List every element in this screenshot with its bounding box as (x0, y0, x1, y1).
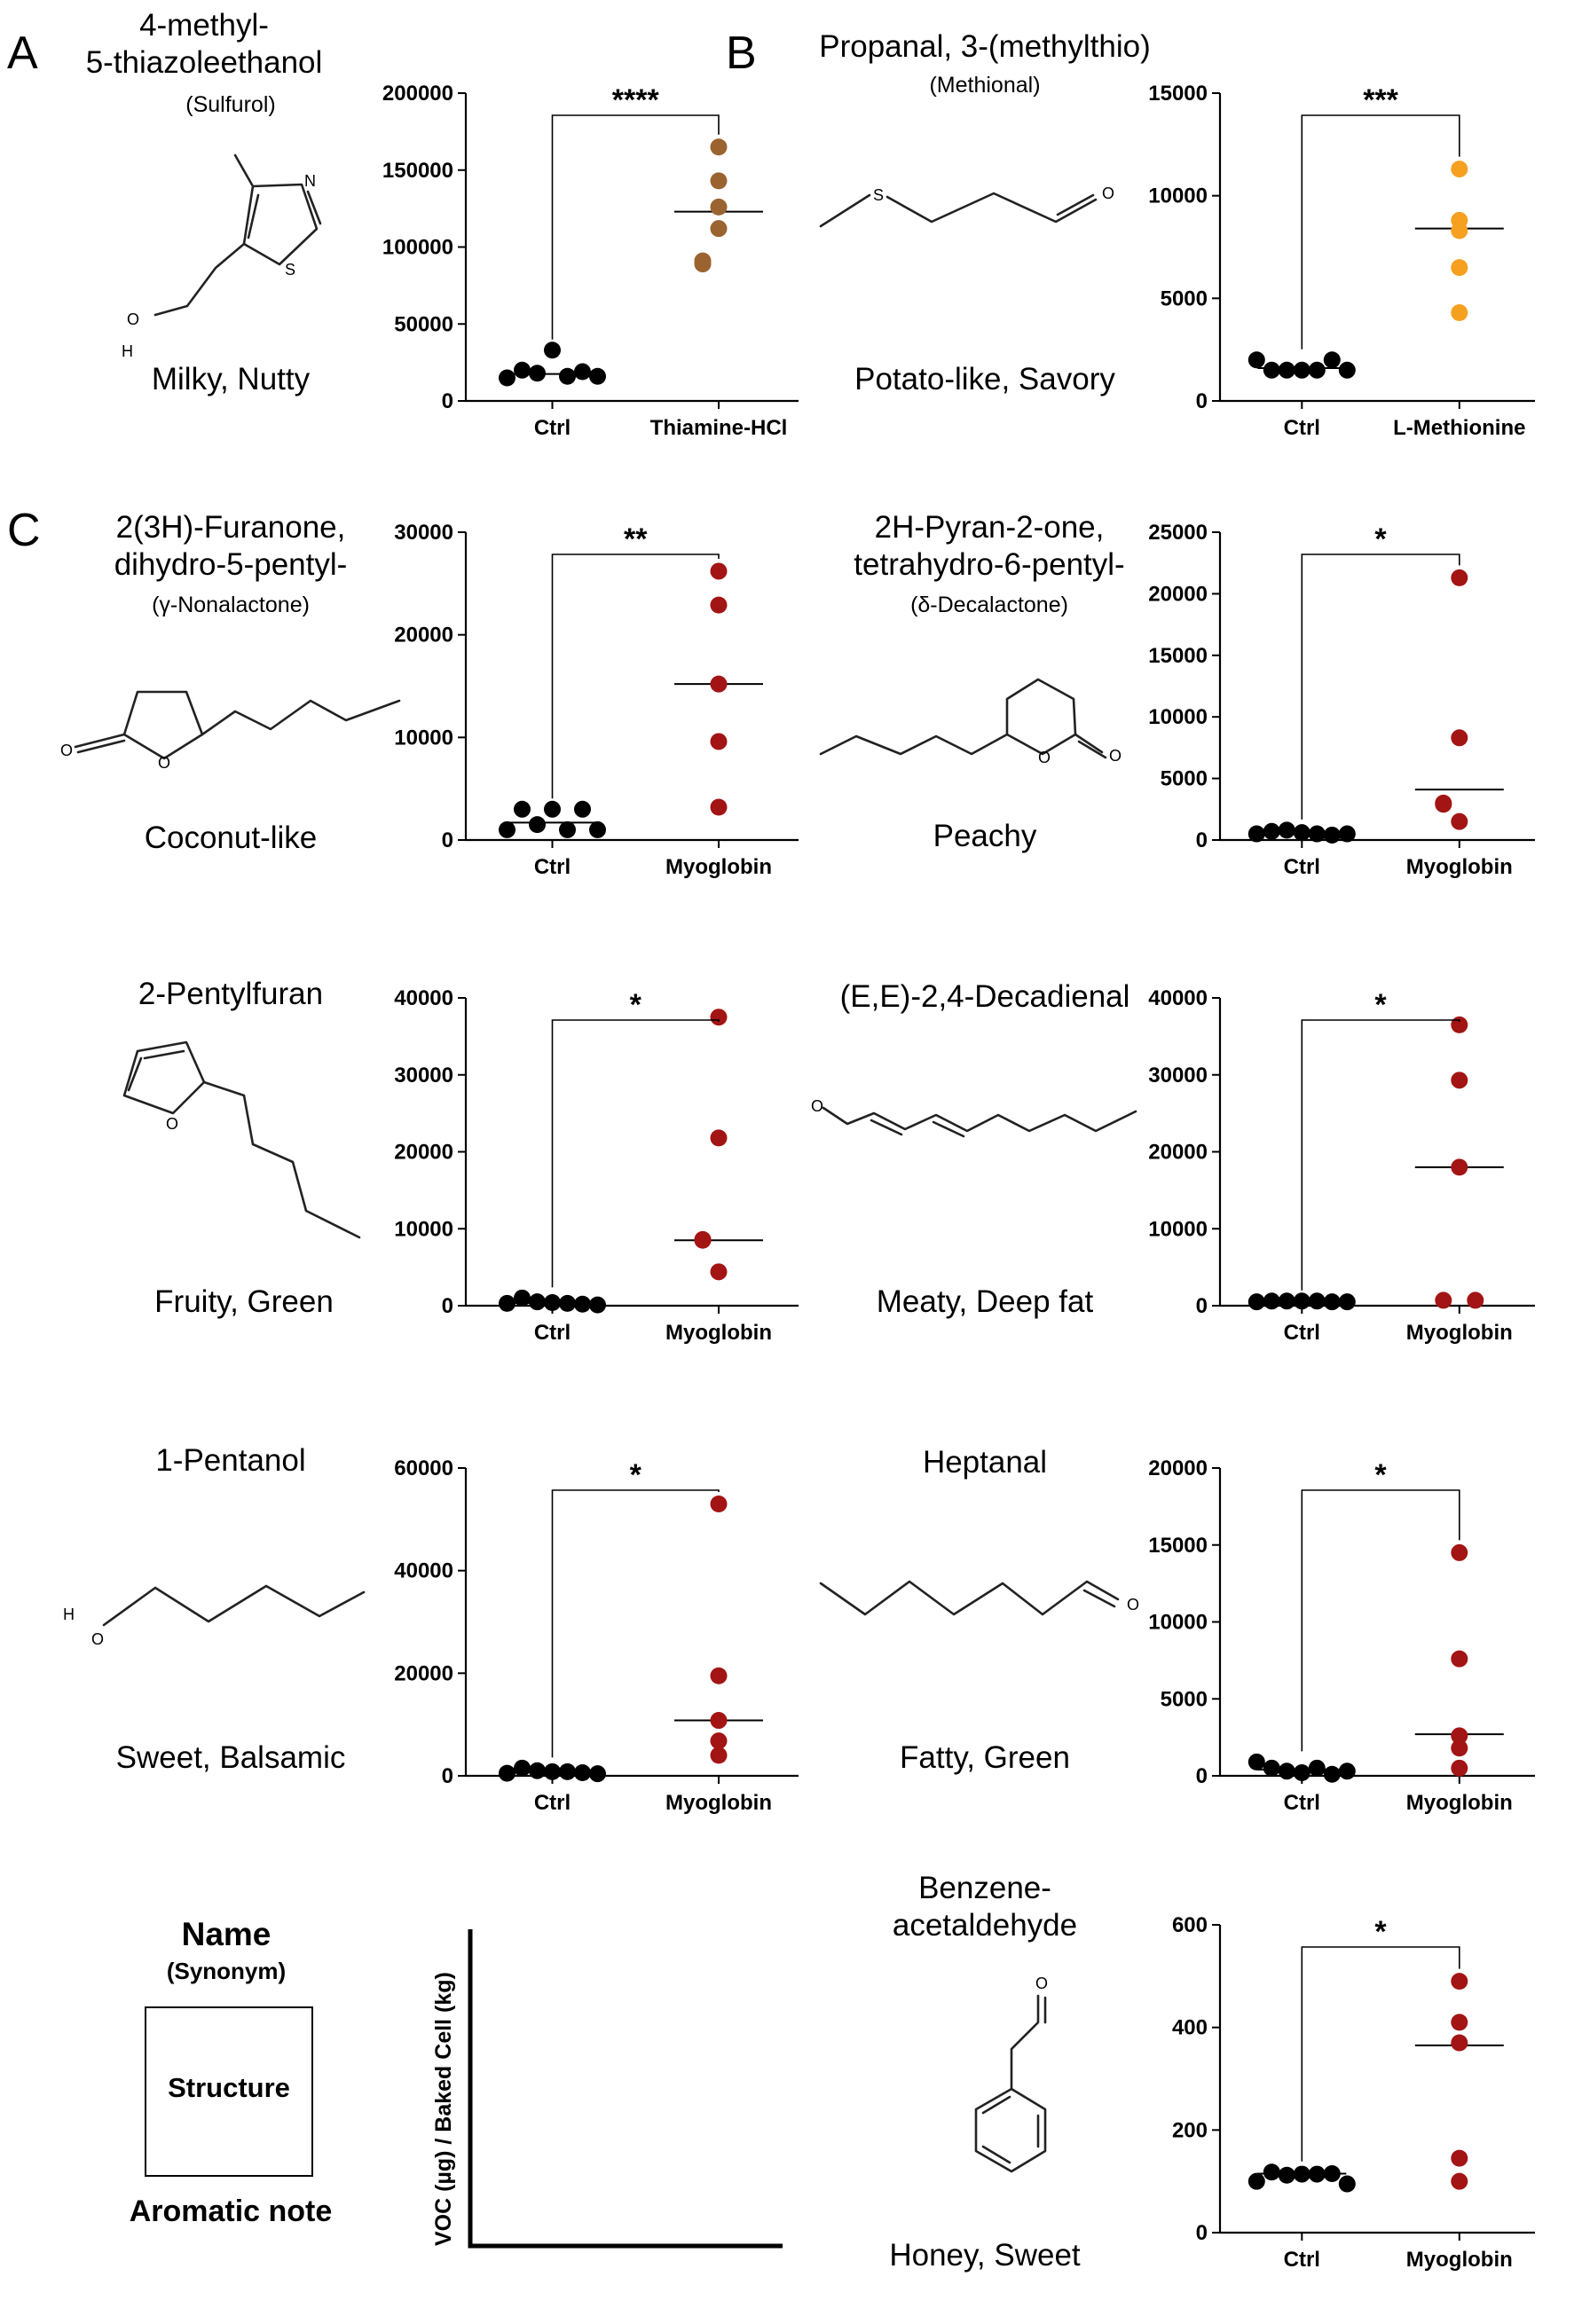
compound-synonym: (γ-Nonalactone) (152, 593, 310, 617)
x-tick-label: Myoglobin (1405, 2248, 1513, 2272)
x-tick-label: Myoglobin (1405, 855, 1513, 879)
y-tick-label: 40000 (394, 986, 453, 1010)
compound-name: 4-methyl- 5-thiazoleethanol (85, 8, 323, 80)
aroma-note: Meaty, Deep fat (876, 1284, 1094, 1319)
axis-lines (1220, 1925, 1535, 2233)
data-point (1451, 813, 1468, 830)
significance-label: * (629, 988, 641, 1022)
data-point (544, 342, 561, 358)
significance-label: **** (611, 83, 659, 117)
aroma-note: Sweet, Balsamic (115, 1740, 346, 1775)
data-point (514, 1760, 531, 1777)
atom-o: O (811, 1097, 824, 1115)
chart-2-pentylfuran (355, 985, 816, 1357)
structure-2-pentylfuran (102, 1033, 377, 1255)
compound-name: Heptanal (922, 1445, 1048, 1480)
data-point (711, 1712, 728, 1729)
y-tick-label: 5000 (1160, 1687, 1208, 1712)
data-point (574, 364, 591, 381)
legend-name: Name (181, 1916, 272, 1952)
x-tick-label: Ctrl (1283, 2248, 1320, 2272)
data-point (1467, 1292, 1484, 1308)
y-tick-label: 20000 (394, 1661, 453, 1686)
data-point (1279, 1292, 1295, 1309)
y-tick-label: 20000 (1148, 1140, 1208, 1165)
data-point (1279, 362, 1295, 379)
y-tick-label: 0 (1195, 828, 1208, 852)
data-point (1248, 351, 1265, 368)
x-tick-label: Myoglobin (665, 855, 772, 879)
compound-name: (E,E)-2,4-Decadienal (839, 979, 1130, 1014)
y-tick-label: 200 (1171, 2118, 1208, 2143)
legend-aromatic-note: Aromatic note (129, 2194, 333, 2228)
data-point (711, 172, 728, 189)
data-point (1451, 161, 1468, 177)
y-tick-label: 10000 (1148, 705, 1208, 730)
data-point (695, 1231, 712, 1248)
y-tick-label: 20000 (1148, 1456, 1208, 1480)
aroma-note: Coconut-like (144, 820, 318, 855)
panel-label-a: A (7, 27, 38, 79)
significance-bracket (1302, 554, 1460, 820)
data-point (1435, 1292, 1452, 1308)
structure-methional (816, 169, 1136, 248)
y-tick-label: 0 (441, 828, 453, 852)
axis-lines (466, 1468, 799, 1776)
structure-benzeneacetaldehyde (932, 1969, 1065, 2209)
y-tick-label: 400 (1171, 2015, 1208, 2040)
data-point (1309, 1760, 1326, 1777)
y-tick-label: 10000 (394, 726, 453, 750)
data-point (1248, 1293, 1265, 1310)
atom-o: O (127, 310, 140, 328)
atom-o: O (1127, 1596, 1140, 1613)
x-tick-label: Ctrl (1283, 855, 1320, 879)
atom-o: O (166, 1115, 179, 1133)
data-point (1279, 2167, 1295, 2184)
data-point (574, 1764, 591, 1781)
data-point (589, 1297, 606, 1314)
y-tick-label: 10000 (1148, 1610, 1208, 1635)
data-point (1451, 1760, 1468, 1777)
y-tick-label: 40000 (1148, 986, 1208, 1010)
y-tick-label: 5000 (1160, 287, 1208, 311)
chart-methional (1109, 80, 1553, 452)
significance-bracket (553, 554, 720, 798)
data-point (1309, 826, 1326, 843)
y-tick-label: 10000 (1148, 1217, 1208, 1242)
atom-o: O (1038, 749, 1051, 766)
data-point (499, 1765, 516, 1782)
data-point (574, 801, 591, 818)
significance-label: * (629, 1458, 641, 1492)
atom-o: O (158, 754, 171, 772)
y-tick-label: 150000 (382, 158, 453, 183)
data-point (711, 562, 728, 579)
data-point (1263, 2163, 1280, 2180)
atom-s: S (873, 186, 885, 204)
data-point (1451, 2014, 1468, 2030)
data-point (1451, 1017, 1468, 1033)
structure-1-pentanol (58, 1561, 368, 1659)
data-point (711, 597, 728, 614)
axis-lines (466, 998, 799, 1306)
compound-name: 2(3H)-Furanone, dihydro-5-pentyl- (114, 510, 348, 582)
data-point (544, 1763, 561, 1780)
data-point (1451, 259, 1468, 276)
y-tick-label: 30000 (394, 1063, 453, 1087)
x-tick-label: Ctrl (533, 855, 571, 879)
chart-1-pentanol (355, 1455, 816, 1827)
y-tick-label: 600 (1171, 1913, 1208, 1937)
y-tick-label: 30000 (394, 521, 453, 545)
data-point (1263, 1292, 1280, 1309)
chart-sulfurol (355, 80, 816, 452)
chart-g-nonalactone (355, 519, 816, 891)
y-tick-label: 20000 (394, 1140, 453, 1165)
axis-lines (1220, 93, 1535, 401)
x-tick-label: Ctrl (533, 416, 571, 440)
data-point (1263, 823, 1280, 840)
data-point (1339, 362, 1356, 379)
aroma-note: Peachy (933, 819, 1037, 853)
data-point (711, 1747, 728, 1763)
data-point (1451, 729, 1468, 746)
data-point (559, 1295, 576, 1312)
data-point (1294, 2166, 1310, 2183)
data-point (514, 801, 531, 818)
data-point (1324, 351, 1341, 368)
data-point (695, 253, 712, 270)
chart-d-decalactone (1109, 519, 1553, 891)
y-tick-label: 0 (1195, 2221, 1208, 2245)
data-point (1451, 2150, 1468, 2167)
y-tick-label: 40000 (394, 1558, 453, 1583)
y-tick-label: 15000 (1148, 82, 1208, 106)
data-point (1324, 1293, 1341, 1310)
data-point (529, 1763, 546, 1779)
y-tick-label: 0 (441, 1294, 453, 1318)
data-point (711, 733, 728, 750)
chart-heptanal (1109, 1455, 1553, 1827)
data-point (1451, 1544, 1468, 1561)
y-tick-label: 5000 (1160, 766, 1208, 791)
data-point (589, 821, 606, 838)
data-point (1451, 2173, 1468, 2190)
aroma-note: Honey, Sweet (889, 2238, 1081, 2273)
data-point (1279, 1763, 1295, 1779)
y-tick-label: 0 (441, 389, 453, 413)
data-point (1248, 2173, 1265, 2190)
data-point (1324, 2165, 1341, 2182)
legend-synonym: (Synonym) (166, 1958, 287, 1984)
data-point (499, 369, 516, 386)
y-tick-label: 0 (441, 1764, 453, 1788)
compound-synonym: (δ-Decalactone) (910, 593, 1068, 617)
data-point (1324, 1766, 1341, 1783)
data-point (589, 1765, 606, 1782)
panel-label-c: C (7, 505, 41, 556)
x-tick-label: Myoglobin (665, 1321, 772, 1345)
data-point (559, 368, 576, 385)
aroma-note: Fruity, Green (154, 1284, 334, 1319)
data-point (544, 1294, 561, 1311)
legend-ylabel: VOC (µg) / Baked Cell (kg) (431, 1972, 456, 2246)
data-point (1263, 362, 1280, 379)
significance-bracket (1302, 1490, 1460, 1751)
atom-o: O (1102, 185, 1115, 202)
y-tick-label: 20000 (1148, 582, 1208, 607)
atom-n: N (304, 172, 316, 190)
data-point (1294, 362, 1310, 379)
structure-sulfurol (111, 124, 368, 373)
atom-h: H (122, 342, 133, 360)
data-point (1294, 1764, 1310, 1781)
atom-s: S (285, 261, 296, 279)
data-point (711, 220, 728, 237)
axis-lines (1220, 1468, 1535, 1776)
compound-name: Benzene- acetaldehyde (892, 1871, 1078, 1943)
y-tick-label: 10000 (1148, 184, 1208, 208)
y-tick-label: 60000 (394, 1456, 453, 1480)
legend-axes (417, 1916, 790, 2271)
data-point (711, 676, 728, 693)
axis-lines (1220, 532, 1535, 840)
data-point (1248, 826, 1265, 843)
aroma-note: Milky, Nutty (151, 362, 311, 396)
data-point (1309, 362, 1326, 379)
data-point (711, 798, 728, 815)
data-point (1451, 2035, 1468, 2052)
significance-label: * (1374, 988, 1387, 1022)
data-point (574, 1296, 591, 1313)
data-point (1451, 304, 1468, 321)
y-tick-label: 200000 (382, 82, 453, 106)
data-point (711, 199, 728, 216)
data-point (1248, 1754, 1265, 1770)
atom-o: O (1109, 747, 1122, 765)
data-point (1451, 1651, 1468, 1668)
significance-label: *** (1363, 83, 1398, 117)
data-point (529, 1293, 546, 1310)
significance-label: * (1374, 1915, 1387, 1949)
significance-label: * (1374, 522, 1387, 556)
atom-o: O (1035, 1975, 1049, 1992)
significance-label: ** (624, 522, 648, 556)
y-tick-label: 15000 (1148, 1533, 1208, 1558)
data-point (711, 138, 728, 155)
data-point (514, 362, 531, 379)
data-point (1263, 1760, 1280, 1777)
y-tick-label: 25000 (1148, 521, 1208, 545)
x-tick-label: L-Methionine (1393, 416, 1526, 440)
data-point (711, 1496, 728, 1512)
compound-synonym: (Sulfurol) (185, 92, 276, 117)
data-point (1339, 1293, 1356, 1310)
legend-structure: Structure (168, 2072, 290, 2103)
x-tick-label: Ctrl (533, 1791, 571, 1815)
compound-name: 1-Pentanol (155, 1443, 306, 1478)
y-tick-label: 15000 (1148, 643, 1208, 668)
aroma-note: Potato-like, Savory (854, 362, 1115, 396)
y-tick-label: 50000 (394, 312, 453, 337)
structure-decadienal (807, 1095, 1145, 1158)
axis-lines (466, 93, 799, 401)
data-point (529, 816, 546, 833)
data-point (1339, 2176, 1356, 2193)
data-point (499, 821, 516, 838)
significance-bracket (1302, 1020, 1460, 1291)
compound-name: 2H-Pyran-2-one, tetrahydro-6-pentyl- (854, 510, 1125, 582)
data-point (1451, 1158, 1468, 1175)
axis-lines (1220, 998, 1535, 1306)
data-point (1324, 827, 1341, 844)
data-point (711, 1263, 728, 1280)
y-tick-label: 0 (1195, 389, 1208, 413)
data-point (711, 1668, 728, 1684)
atom-o: O (60, 742, 74, 759)
compound-name: 2-Pentylfuran (138, 977, 324, 1011)
data-point (1279, 821, 1295, 838)
data-point (1451, 222, 1468, 239)
y-tick-label: 10000 (394, 1217, 453, 1242)
atom-h: H (63, 1606, 75, 1623)
data-point (529, 365, 546, 381)
panel-label-b: B (726, 27, 757, 79)
x-tick-label: Myoglobin (1405, 1321, 1513, 1345)
compound-synonym: (Methional) (929, 73, 1041, 98)
data-point (711, 1129, 728, 1146)
x-tick-label: Ctrl (533, 1321, 571, 1345)
data-point (1339, 826, 1356, 843)
data-point (1451, 1072, 1468, 1088)
significance-bracket (553, 1490, 720, 1757)
y-tick-label: 0 (1195, 1764, 1208, 1788)
data-point (1339, 1763, 1356, 1779)
significance-bracket (553, 115, 720, 340)
aroma-note: Fatty, Green (900, 1740, 1070, 1775)
structure-heptanal (816, 1566, 1145, 1637)
data-point (514, 1290, 531, 1307)
y-tick-label: 20000 (394, 623, 453, 648)
data-point (1309, 1292, 1326, 1309)
data-point (1294, 824, 1310, 841)
significance-label: * (1374, 1458, 1387, 1492)
data-point (711, 1009, 728, 1025)
data-point (589, 368, 606, 385)
y-tick-label: 0 (1195, 1294, 1208, 1318)
data-point (1435, 795, 1452, 812)
data-point (1451, 1739, 1468, 1756)
y-tick-label: 30000 (1148, 1063, 1208, 1087)
axis-lines (466, 532, 799, 840)
structure-d-decalactone (816, 648, 1145, 772)
significance-bracket (553, 1020, 720, 1287)
x-tick-label: Ctrl (1283, 416, 1320, 440)
data-point (1451, 1973, 1468, 1990)
data-point (1294, 1292, 1310, 1309)
data-point (499, 1295, 516, 1312)
data-point (1309, 2166, 1326, 2183)
x-tick-label: Ctrl (1283, 1321, 1320, 1345)
data-point (1451, 569, 1468, 586)
significance-bracket (1302, 115, 1460, 349)
compound-name: Propanal, 3-(methylthio) (819, 29, 1151, 64)
data-point (559, 1763, 576, 1780)
significance-bracket (1302, 1947, 1460, 2162)
chart-decadienal (1109, 985, 1553, 1357)
x-tick-label: Myoglobin (1405, 1791, 1513, 1815)
chart-benzeneacetaldehyde (1109, 1912, 1553, 2284)
data-point (544, 801, 561, 818)
data-point (559, 821, 576, 838)
x-tick-label: Myoglobin (665, 1791, 772, 1815)
x-tick-label: Ctrl (1283, 1791, 1320, 1815)
x-tick-label: Thiamine-HCl (649, 416, 788, 440)
data-point (711, 1732, 728, 1749)
atom-o: O (91, 1630, 105, 1648)
y-tick-label: 100000 (382, 235, 453, 260)
